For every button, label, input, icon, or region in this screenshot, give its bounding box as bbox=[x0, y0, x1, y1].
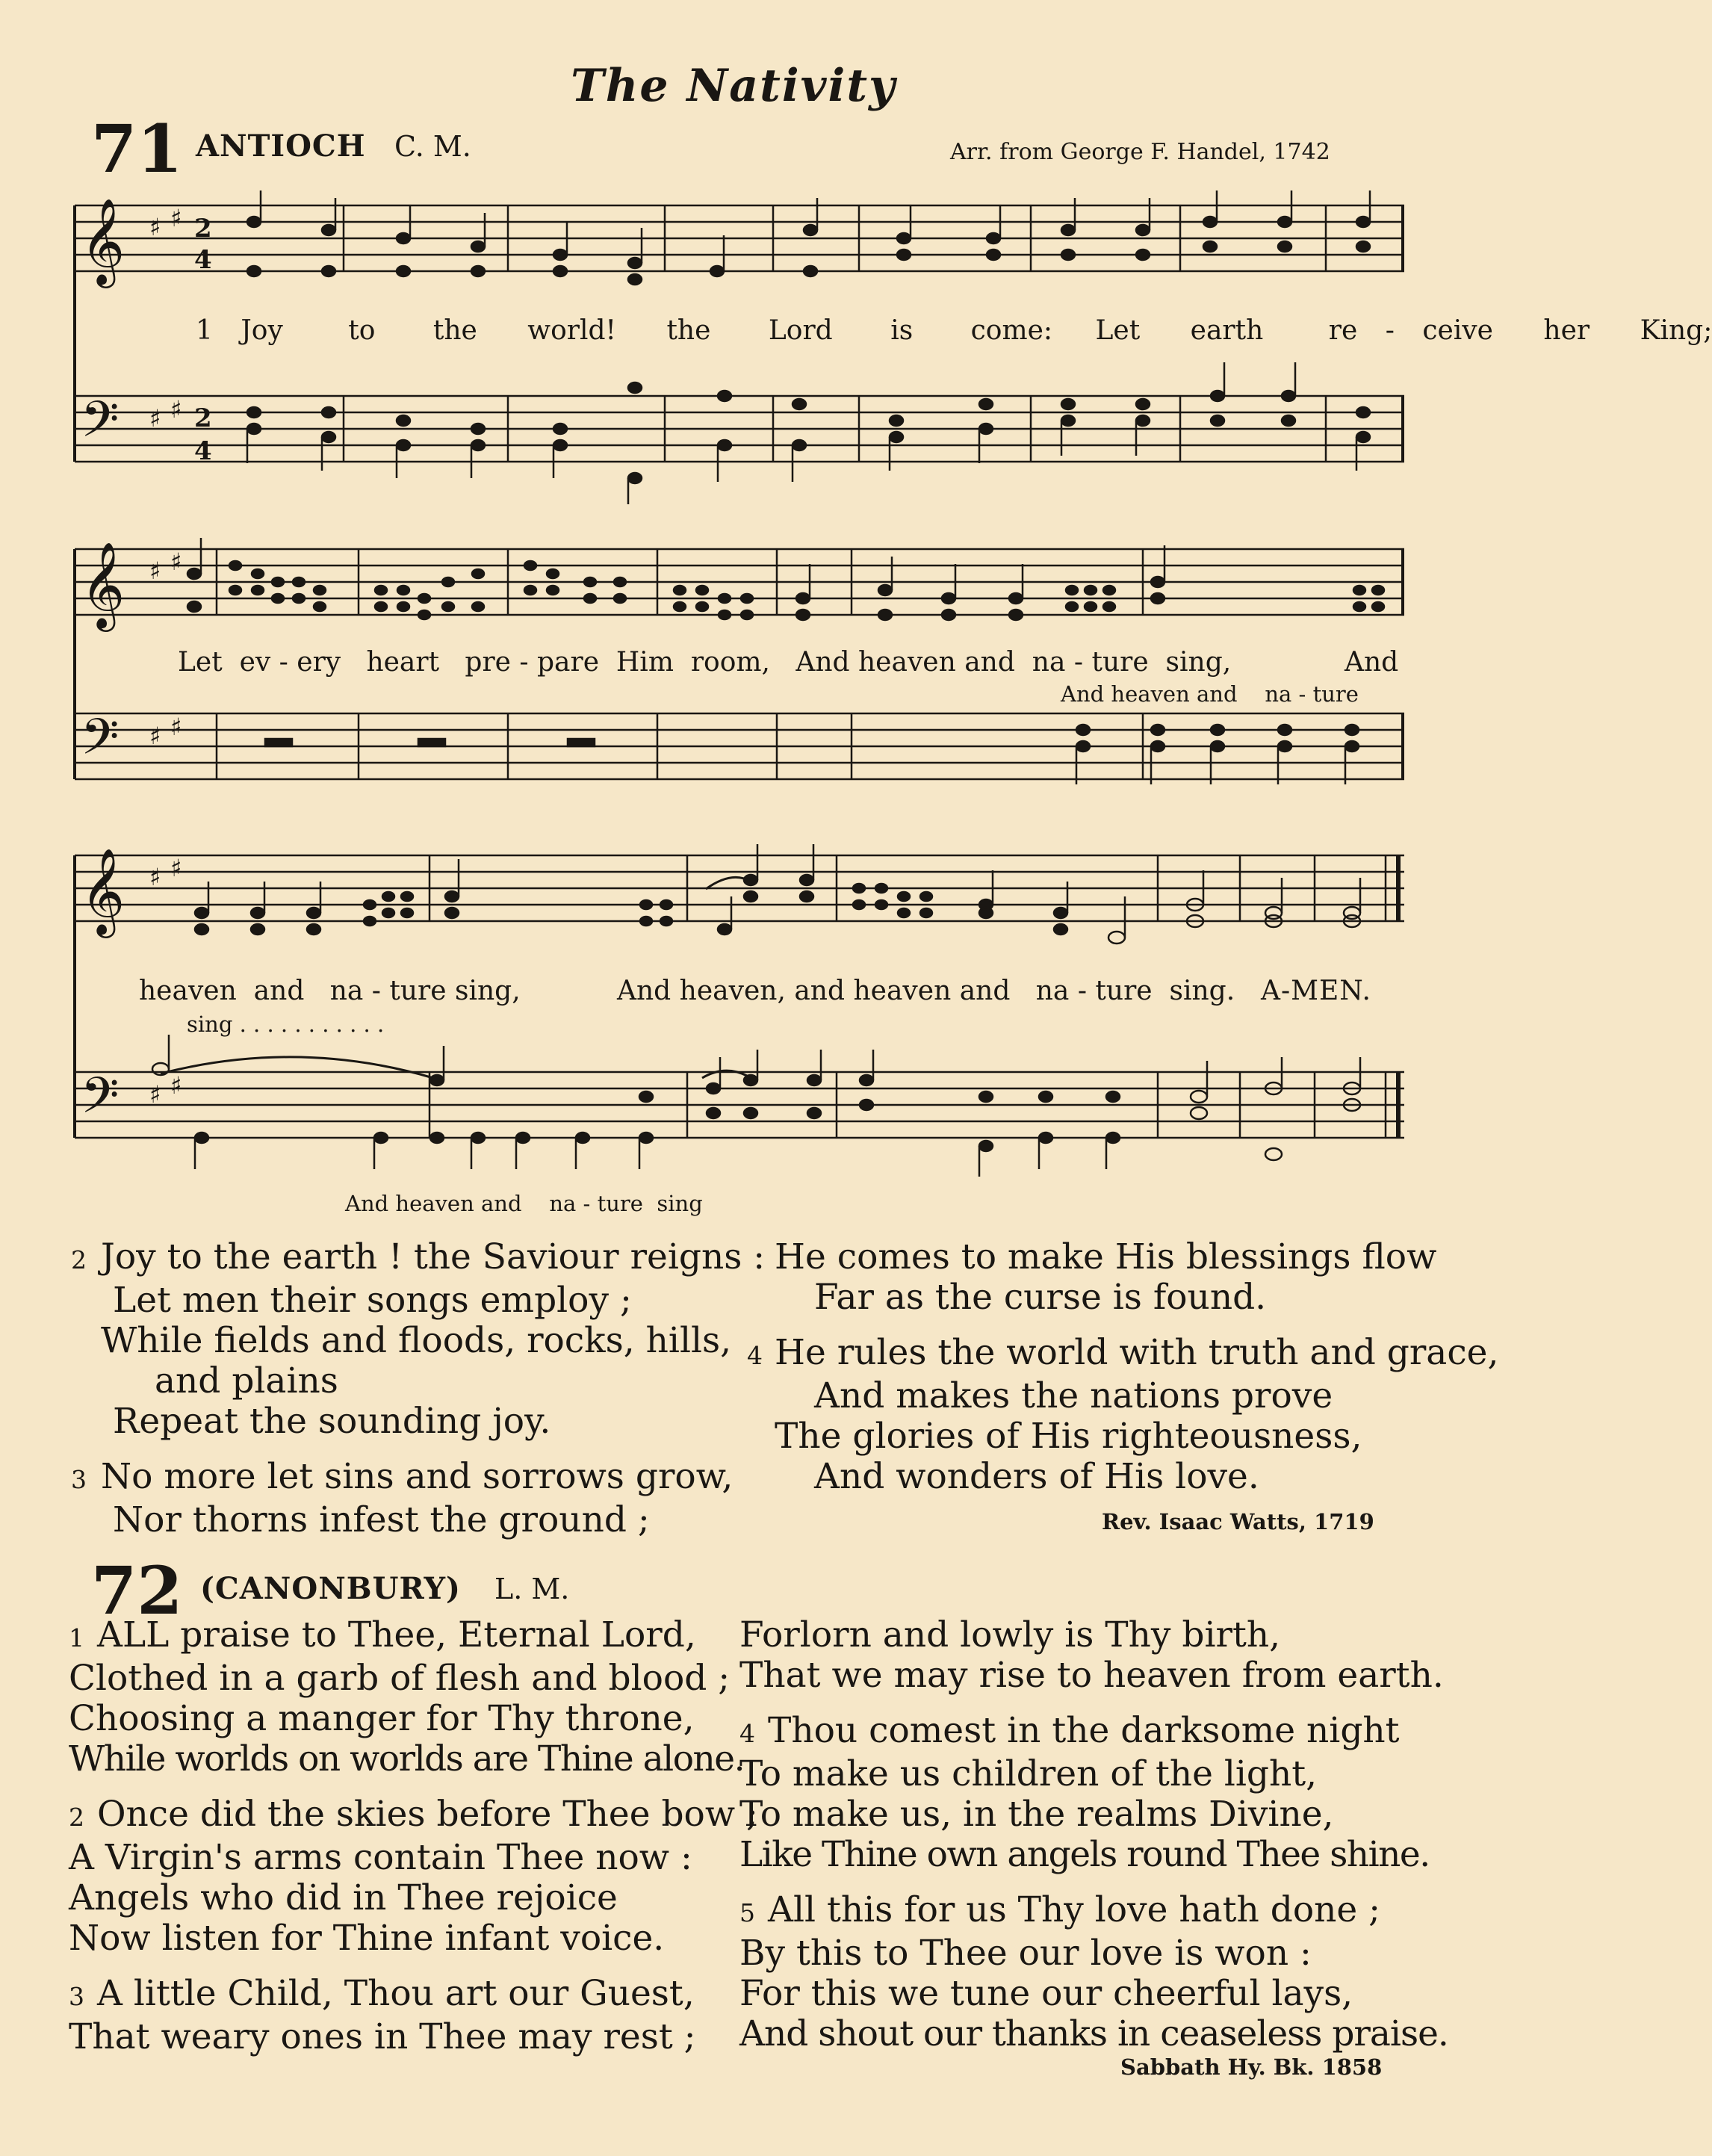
svg-text:♯: ♯ bbox=[170, 548, 182, 576]
hymn-71-system-3-lyrics-a: heaven and na - ture sing, bbox=[139, 976, 521, 1006]
verse-line: And shout our thanks in ceaseless praise. bbox=[739, 2013, 1448, 2054]
verse-line: For this we tune our cheerful lays, bbox=[739, 1973, 1353, 2014]
lyric-syllable: Lord bbox=[768, 315, 833, 346]
hymn-71-verses-right bbox=[747, 1237, 1498, 1497]
verse-line: Choosing a manger for Thy throne, bbox=[69, 1698, 695, 1739]
svg-text:2: 2 bbox=[194, 214, 212, 244]
svg-text:♯: ♯ bbox=[170, 854, 182, 882]
verse-number: 3 bbox=[71, 1465, 87, 1494]
hymn-71-system-1-lyrics bbox=[196, 315, 1712, 346]
hymn-71-system-3-sing: sing . . . . . . . . . . . bbox=[187, 1012, 385, 1037]
lyric-syllable: to bbox=[348, 315, 376, 346]
verse-line-text: ALL praise to Thee, Eternal Lord, bbox=[97, 1614, 696, 1655]
lyric-syllable: the bbox=[432, 315, 477, 346]
hymn-71-number: 71 bbox=[91, 110, 183, 188]
hymn-71-tune-name: ANTIOCH bbox=[196, 128, 366, 164]
lyric-syllable: earth bbox=[1190, 315, 1264, 346]
verse-number: 1 bbox=[69, 1623, 84, 1652]
svg-text:♯: ♯ bbox=[149, 722, 161, 750]
verse-1-line-1 bbox=[69, 1615, 758, 1658]
verse-2-line-1 bbox=[71, 1237, 765, 1280]
verse-line: Repeat the sounding joy. bbox=[113, 1401, 551, 1442]
svg-text:♯: ♯ bbox=[170, 204, 182, 232]
svg-text:𝄢: 𝄢 bbox=[81, 391, 120, 460]
hymn-71-author: Rev. Isaac Watts, 1719 bbox=[1102, 1509, 1374, 1534]
verse-line: Now listen for Thine infant voice. bbox=[69, 1918, 665, 1959]
verse-line: A Virgin's arms contain Thee now : bbox=[69, 1837, 692, 1878]
verse-number: 3 bbox=[69, 1982, 84, 2011]
verse-line: Nor thorns infest the ground ; bbox=[113, 1499, 650, 1540]
verse-line: And makes the nations prove bbox=[814, 1375, 1333, 1416]
verse-4-line-1 bbox=[739, 1711, 1448, 1754]
lyric-syllable: world! bbox=[527, 315, 617, 346]
verse-line-text: All this for us Thy love hath done ; bbox=[768, 1889, 1380, 1930]
svg-text:♯: ♯ bbox=[170, 713, 182, 741]
hymn-71-system-2-lyrics: Let ev - ery heart pre - pare Him room, And heaven and na - ture sing, bbox=[178, 647, 1232, 678]
lyric-syllable: Joy bbox=[241, 315, 283, 346]
verse-number: 2 bbox=[71, 1245, 87, 1274]
hymn-71-system-3-lyrics-b: And heaven, and heaven and na - ture sing. bbox=[617, 976, 1235, 1006]
verse-number: 5 bbox=[739, 1898, 755, 1927]
svg-text:𝄞: 𝄞 bbox=[81, 847, 125, 935]
lyric-syllable: King; bbox=[1640, 315, 1712, 346]
svg-text:𝄢: 𝄢 bbox=[81, 1067, 120, 1136]
hymn-72-verses-right bbox=[739, 1615, 1448, 2054]
verse-line: The glories of His righteousness, bbox=[775, 1416, 1362, 1457]
svg-text:♯: ♯ bbox=[149, 404, 161, 433]
verse-line-text: He rules the world with truth and grace, bbox=[775, 1332, 1499, 1373]
svg-text:♯: ♯ bbox=[170, 395, 182, 424]
hymn-71-system-2-lower-lyrics: And heaven and na - ture bbox=[1061, 681, 1359, 707]
verse-3-line-1 bbox=[71, 1457, 765, 1500]
svg-text:𝄞: 𝄞 bbox=[81, 197, 125, 285]
hymn-72-verses-left bbox=[69, 1615, 758, 2057]
verse-line: and plains bbox=[155, 1360, 338, 1401]
verse-line: Angels who did in Thee rejoice bbox=[69, 1877, 618, 1918]
hymn-72-source: Sabbath Hy. Bk. 1858 bbox=[1120, 2054, 1383, 2080]
lyric-syllable: ceive bbox=[1422, 315, 1493, 346]
svg-text:𝄢: 𝄢 bbox=[81, 708, 120, 778]
verse-line: Forlorn and lowly is Thy birth, bbox=[739, 1614, 1281, 1655]
lyric-syllable: 1 bbox=[196, 315, 213, 346]
verse-line: Like Thine own angels round Thee shine. bbox=[739, 1834, 1430, 1875]
hymn-72-meter: L. M. bbox=[494, 1573, 570, 1605]
verse-line-text: Once did the skies before Thee bow ; bbox=[97, 1794, 758, 1835]
lyric-syllable: re bbox=[1328, 315, 1358, 346]
svg-text:♯: ♯ bbox=[149, 557, 161, 585]
hymn-71-verses-left bbox=[71, 1237, 765, 1540]
verse-5-line-1 bbox=[739, 1890, 1448, 1933]
verse-line: That we may rise to heaven from earth. bbox=[739, 1655, 1444, 1696]
svg-text:♯: ♯ bbox=[170, 1071, 182, 1100]
svg-text:4: 4 bbox=[194, 436, 212, 466]
verse-line: Far as the curse is found. bbox=[814, 1277, 1267, 1318]
hymn-71-amen: A-MEN. bbox=[1261, 976, 1371, 1006]
hymn-71-meter: C. M. bbox=[394, 130, 471, 163]
svg-text:𝄞: 𝄞 bbox=[81, 541, 125, 628]
hymn-72-number: 72 bbox=[91, 1552, 183, 1629]
svg-text:♯: ♯ bbox=[149, 1080, 161, 1109]
verse-line: While worlds on worlds are Thine alone. bbox=[69, 1738, 745, 1779]
hymn-72-tune-name: (CANONBURY) bbox=[200, 1571, 461, 1606]
page-title: The Nativity bbox=[571, 60, 896, 112]
lyric-syllable: her bbox=[1543, 315, 1590, 346]
lyric-syllable: is bbox=[890, 315, 914, 346]
verse-2-line-1 bbox=[69, 1794, 758, 1838]
svg-text:2: 2 bbox=[194, 403, 212, 433]
verse-number: 4 bbox=[739, 1719, 755, 1748]
verse-line: He comes to make His blessings flow bbox=[775, 1236, 1437, 1277]
lyric-syllable: the bbox=[666, 315, 711, 346]
verse-4-line-1 bbox=[747, 1333, 1498, 1376]
verse-line: And wonders of His love. bbox=[814, 1456, 1259, 1497]
verse-number: 2 bbox=[69, 1803, 84, 1832]
verse-3-line-1 bbox=[69, 1974, 758, 2017]
lyric-syllable: come: bbox=[970, 315, 1053, 346]
verse-line: To make us children of the light, bbox=[739, 1753, 1318, 1794]
verse-line-text: Thou comest in the darksome night bbox=[768, 1710, 1400, 1751]
svg-text:♯: ♯ bbox=[149, 863, 161, 891]
verse-line-text: Joy to the earth ! the Saviour reigns : bbox=[101, 1236, 766, 1277]
svg-text:4: 4 bbox=[194, 245, 212, 275]
verse-line: Clothed in a garb of flesh and blood ; bbox=[69, 1658, 731, 1699]
verse-line: By this to Thee our love is won : bbox=[739, 1933, 1312, 1974]
hymn-71-system-3-lower-lyrics: And heaven and na - ture sing bbox=[345, 1191, 703, 1216]
lyric-hyphen: - bbox=[1385, 315, 1395, 346]
verse-number: 4 bbox=[747, 1341, 763, 1370]
verse-line: To make us, in the realms Divine, bbox=[739, 1794, 1334, 1835]
music-system-1 bbox=[75, 198, 1404, 512]
verse-line: Let men their songs employ ; bbox=[113, 1280, 632, 1321]
verse-line-text: No more let sins and sorrows grow, bbox=[101, 1456, 734, 1497]
verse-line-text: A little Child, Thou art our Guest, bbox=[97, 1973, 695, 2014]
svg-text:♯: ♯ bbox=[149, 213, 161, 241]
verse-line: That weary ones in Thee may rest ; bbox=[69, 2016, 696, 2057]
hymn-71-arranger: Arr. from George F. Handel, 1742 bbox=[950, 139, 1330, 165]
lyric-syllable: Let bbox=[1095, 315, 1141, 346]
verse-line: While fields and floods, rocks, hills, bbox=[101, 1320, 732, 1361]
hymn-71-system-2-lyrics-end: And bbox=[1345, 647, 1399, 678]
